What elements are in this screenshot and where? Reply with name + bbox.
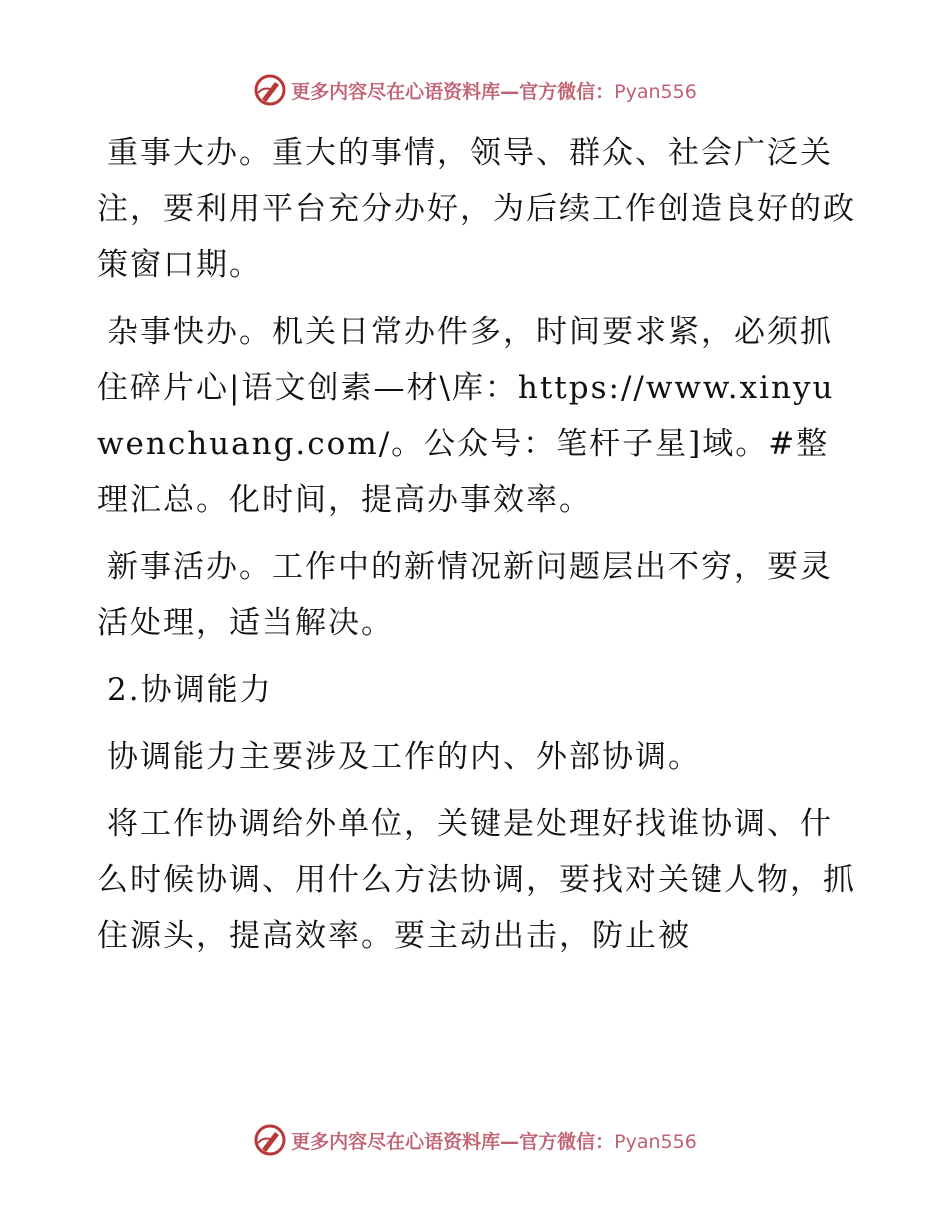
footer-banner bbox=[0, 1120, 950, 1160]
header-banner bbox=[0, 70, 950, 110]
paragraph: 协调能力主要涉及工作的内、外部协调。 bbox=[107, 739, 701, 775]
paragraph: 新事活办。工作中的新情况新问题层出不穷，要灵活处理，适当解决。 bbox=[97, 549, 833, 641]
pen-logo-icon bbox=[253, 1123, 287, 1157]
paragraph: 将工作协调给外单位，关键是处理好找谁协调、什么时候协调、用什么方法协调，要找对关键人物，抓住源头，提高效率。要主动出击，防止被 bbox=[97, 806, 856, 954]
document-body bbox=[97, 125, 857, 975]
paragraph: 杂事快办。机关日常办件多，时间要求紧，必须抓住碎片心|语文创素—材\库：https://www.xinyuwenchuang.com/。公众号：笔杆子星]域。#整理汇总。化时间，提高办事效率。 bbox=[97, 314, 835, 518]
paragraph: 重事大办。重大的事情，领导、群众、社会广泛关注，要利用平台充分办好，为后续工作创造良好的政策窗口期。 bbox=[97, 135, 856, 283]
header-banner-text: 更多内容尽在心语资料库—官方微信：Pyan556 bbox=[291, 80, 697, 103]
pen-logo-icon bbox=[253, 73, 287, 107]
footer-banner-text: 更多内容尽在心语资料库—官方微信：Pyan556 bbox=[291, 1130, 697, 1153]
section-heading: 2.协调能力 bbox=[107, 672, 273, 708]
